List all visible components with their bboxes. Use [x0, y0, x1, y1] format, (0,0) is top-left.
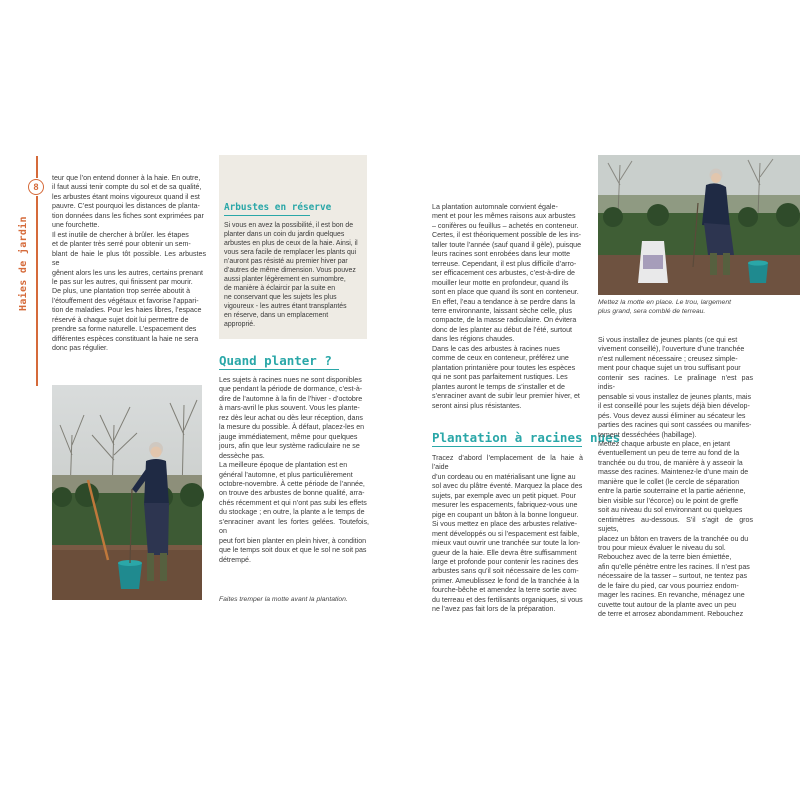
- photo-caption-right: Mettez la motte en place. Le trou, largement plus grand, sera comblé de terreau.: [598, 299, 731, 315]
- margin-rule-bottom: [36, 196, 38, 386]
- col3-body-text-top: La plantation automnale convient égale- ment et pour les mêmes raisons aux arbustes – conifères ou feuillus – achetés en conteneur. Certes, il est théoriquement possible de les ins- taller toute l’année (sauf quand il gèle), puisque leurs racines sont enrobées dans leur motte terreuse. Cependant, il est plus difficile d’arro- ser efficacement ces arbustes, c’est-à-dire de mouiller leur motte en profondeur, quand ils sont en place que quand ils sont en conteneur. En effet, l’eau a tendance à se perdre dans la terre environnante, laissant sèche celle, plus compacte, de la masse radiculaire. On évitera donc de les planter au début de l’été, surtout dans les régions chaudes. Dans le cas des arbustes à racines nues comme de ceux en conteneur, préférez une plantation printanière pour toutes les espèces qui ne sont pas parfaitement rustiques. Les plantes auront le temps de s’installer et de s’enraciner avant de subir leur premier hiver, et seront ainsi plus résistantes.: [432, 203, 582, 410]
- sidebar-box-title: Arbustes en réserve: [224, 202, 332, 213]
- planting-photo-right: [598, 155, 800, 295]
- photo-caption-left: Faites tremper la motte avant la plantation.: [219, 596, 348, 603]
- col2-body-text: Les sujets à racines nues ne sont disponibles que pendant la période de dormance, c’est-à- dire de l’automne à la fin de l’hiver - d’octobre à mars-avril le plus souvent. Vous les plante- rez dès leur achat ou dès leur réception, dans la mesure du possible. À défaut, placez-les en jauge immédiatement, même pour quelques jours, afin que leur système radiculaire ne se dessèche pas. La meilleure époque de plantation est en général l’automne, et plus particulièrement octobre-novembre. À cette période de l’année, on trouve des arbustes de bonne qualité, arra- chés récemment et qui n’ont pas subi les effets du stockage ; en outre, la plante a le temps de s’enraciner avant les fortes gelées. Toutefois, on peut fort bien planter en plein hiver, à condition que le temps soit doux et que le sol ne soit pas détrempé.: [219, 376, 369, 564]
- col4-body-text: Si vous installez de jeunes plants (ce qui est vivement conseillé), l’ouverture d’une tranchée n’est nullement nécessaire ; creusez simple- ment pour chaque sujet un trou suffisant pour contenir ses racines. Le pralinage n’est pas indis- pensable si vous installez de jeunes plants, mais il est conseillé pour les sujets déjà bien dévelop- pés. Vous devez aussi éliminer au sécateur les parties des racines qui sont cassées ou manifes- tement desséchées (habillage). Mettez chaque arbuste en place, en jetant éventuellement un peu de terre au fond de la tranchée ou du trou, de manière à y asseoir la masse des racines. Maintenez-le d’une main de manière que le collet (le cercle de séparation entre la partie souterraine et la partie aérienne, bien visible sur l’écorce) ou le point de greffe soit au niveau du sol environnant ou quelques centimètres au-dessous. S’il s’agit de gros sujets, placez un bâton en travers de la tranchée ou du trou pour mieux évaluer le niveau du sol. Rebouchez avec de la terre bien émiettée, afin qu’elle pénètre entre les racines. Il n’est pas nécessaire de la tasser – surtout, ne tentez pas de le faire du pied, car vous pourriez endom- mager les racines. En revanche, ménagez une cuvette tout autour de la plante avec un peu de terre et arrosez abondamment. Rebouchez: [598, 336, 753, 619]
- sidebar-box-text: Si vous en avez la possibilité, il est bon de planter dans un coin du jardin quelques arbustes en plus de ceux de la haie. Ainsi, il vous sera facile de remplacer les plants qui n’auront pas résisté au premier hiver par d’autres de même dimension. Vous pouvez aussi planter légèrement en surnombre, de manière à éclaircir par la suite en ne conservant que les sujets les plus vigoureux - les autres étant transplantés en réserve, dans un emplacement approprié.: [224, 222, 358, 328]
- planting-photo-left: [52, 385, 202, 600]
- heading-quand-planter: Quand planter ?: [219, 353, 332, 368]
- col1-body-text: teur que l’on entend donner à la haie. En outre, il faut aussi tenir compte du sol et de sa qualité, les arbustes étant moins vigoureux quand il est pauvre. C’est pourquoi les distances de planta- tion données dans les fiches sont exprimées par une fourchette. Il est inutile de chercher à brûler. les étapes et de planter très serré pour obtenir un sem- blant de haie le plus tôt possible. Les arbustes se gênent alors les uns les autres, certains prenant le pas sur les autres, qui finissent par mourir. De plus, une plantation trop serrée aboutit à l’étouffement des végétaux et favorise l’appari- tion de maladies. Pour les haies libres, l’espace réservé à chaque sujet doit lui permettre de prendre sa forme naturelle. L’espacement des différentes espèces constituant la haie ne sera donc pas régulier.: [52, 174, 206, 353]
- margin-rule-top: [36, 156, 38, 178]
- page-number: 8: [28, 179, 44, 195]
- heading-racines-nues: Plantation à racines nues: [432, 430, 621, 445]
- running-head: Haies de jardin: [18, 216, 29, 311]
- sidebar-box-rule: [224, 215, 310, 216]
- heading-racines-nues-rule: [432, 446, 582, 447]
- heading-quand-planter-rule: [219, 369, 339, 370]
- col3-body-text-bottom: Tracez d’abord l’emplacement de la haie à l’aide d’un cordeau ou en matérialisant une ligne au sol avec du plâtre éventé. Marquez la place des sujets, par exemple avec un petit piquet. Pour mesurer les espacements, fabriquez-vous une pige en coupant un bâton à la bonne longueur. Si vous mettez en place des arbustes relative- ment développés ou si l’espacement est faible, mieux vaut ouvrir une tranchée sur toute la lon- gueur de la haie. Elle devra être suffisamment large et profonde pour contenir les racines des arbustes sans qu’il soit nécessaire de les com- primer. Ameublissez le fond de la tranchée à la fourche-bêche et amendez la terre sortie avec du terreau et des fertilisants organiques, si vous ne l’avez pas fait lors de la préparation.: [432, 454, 583, 614]
